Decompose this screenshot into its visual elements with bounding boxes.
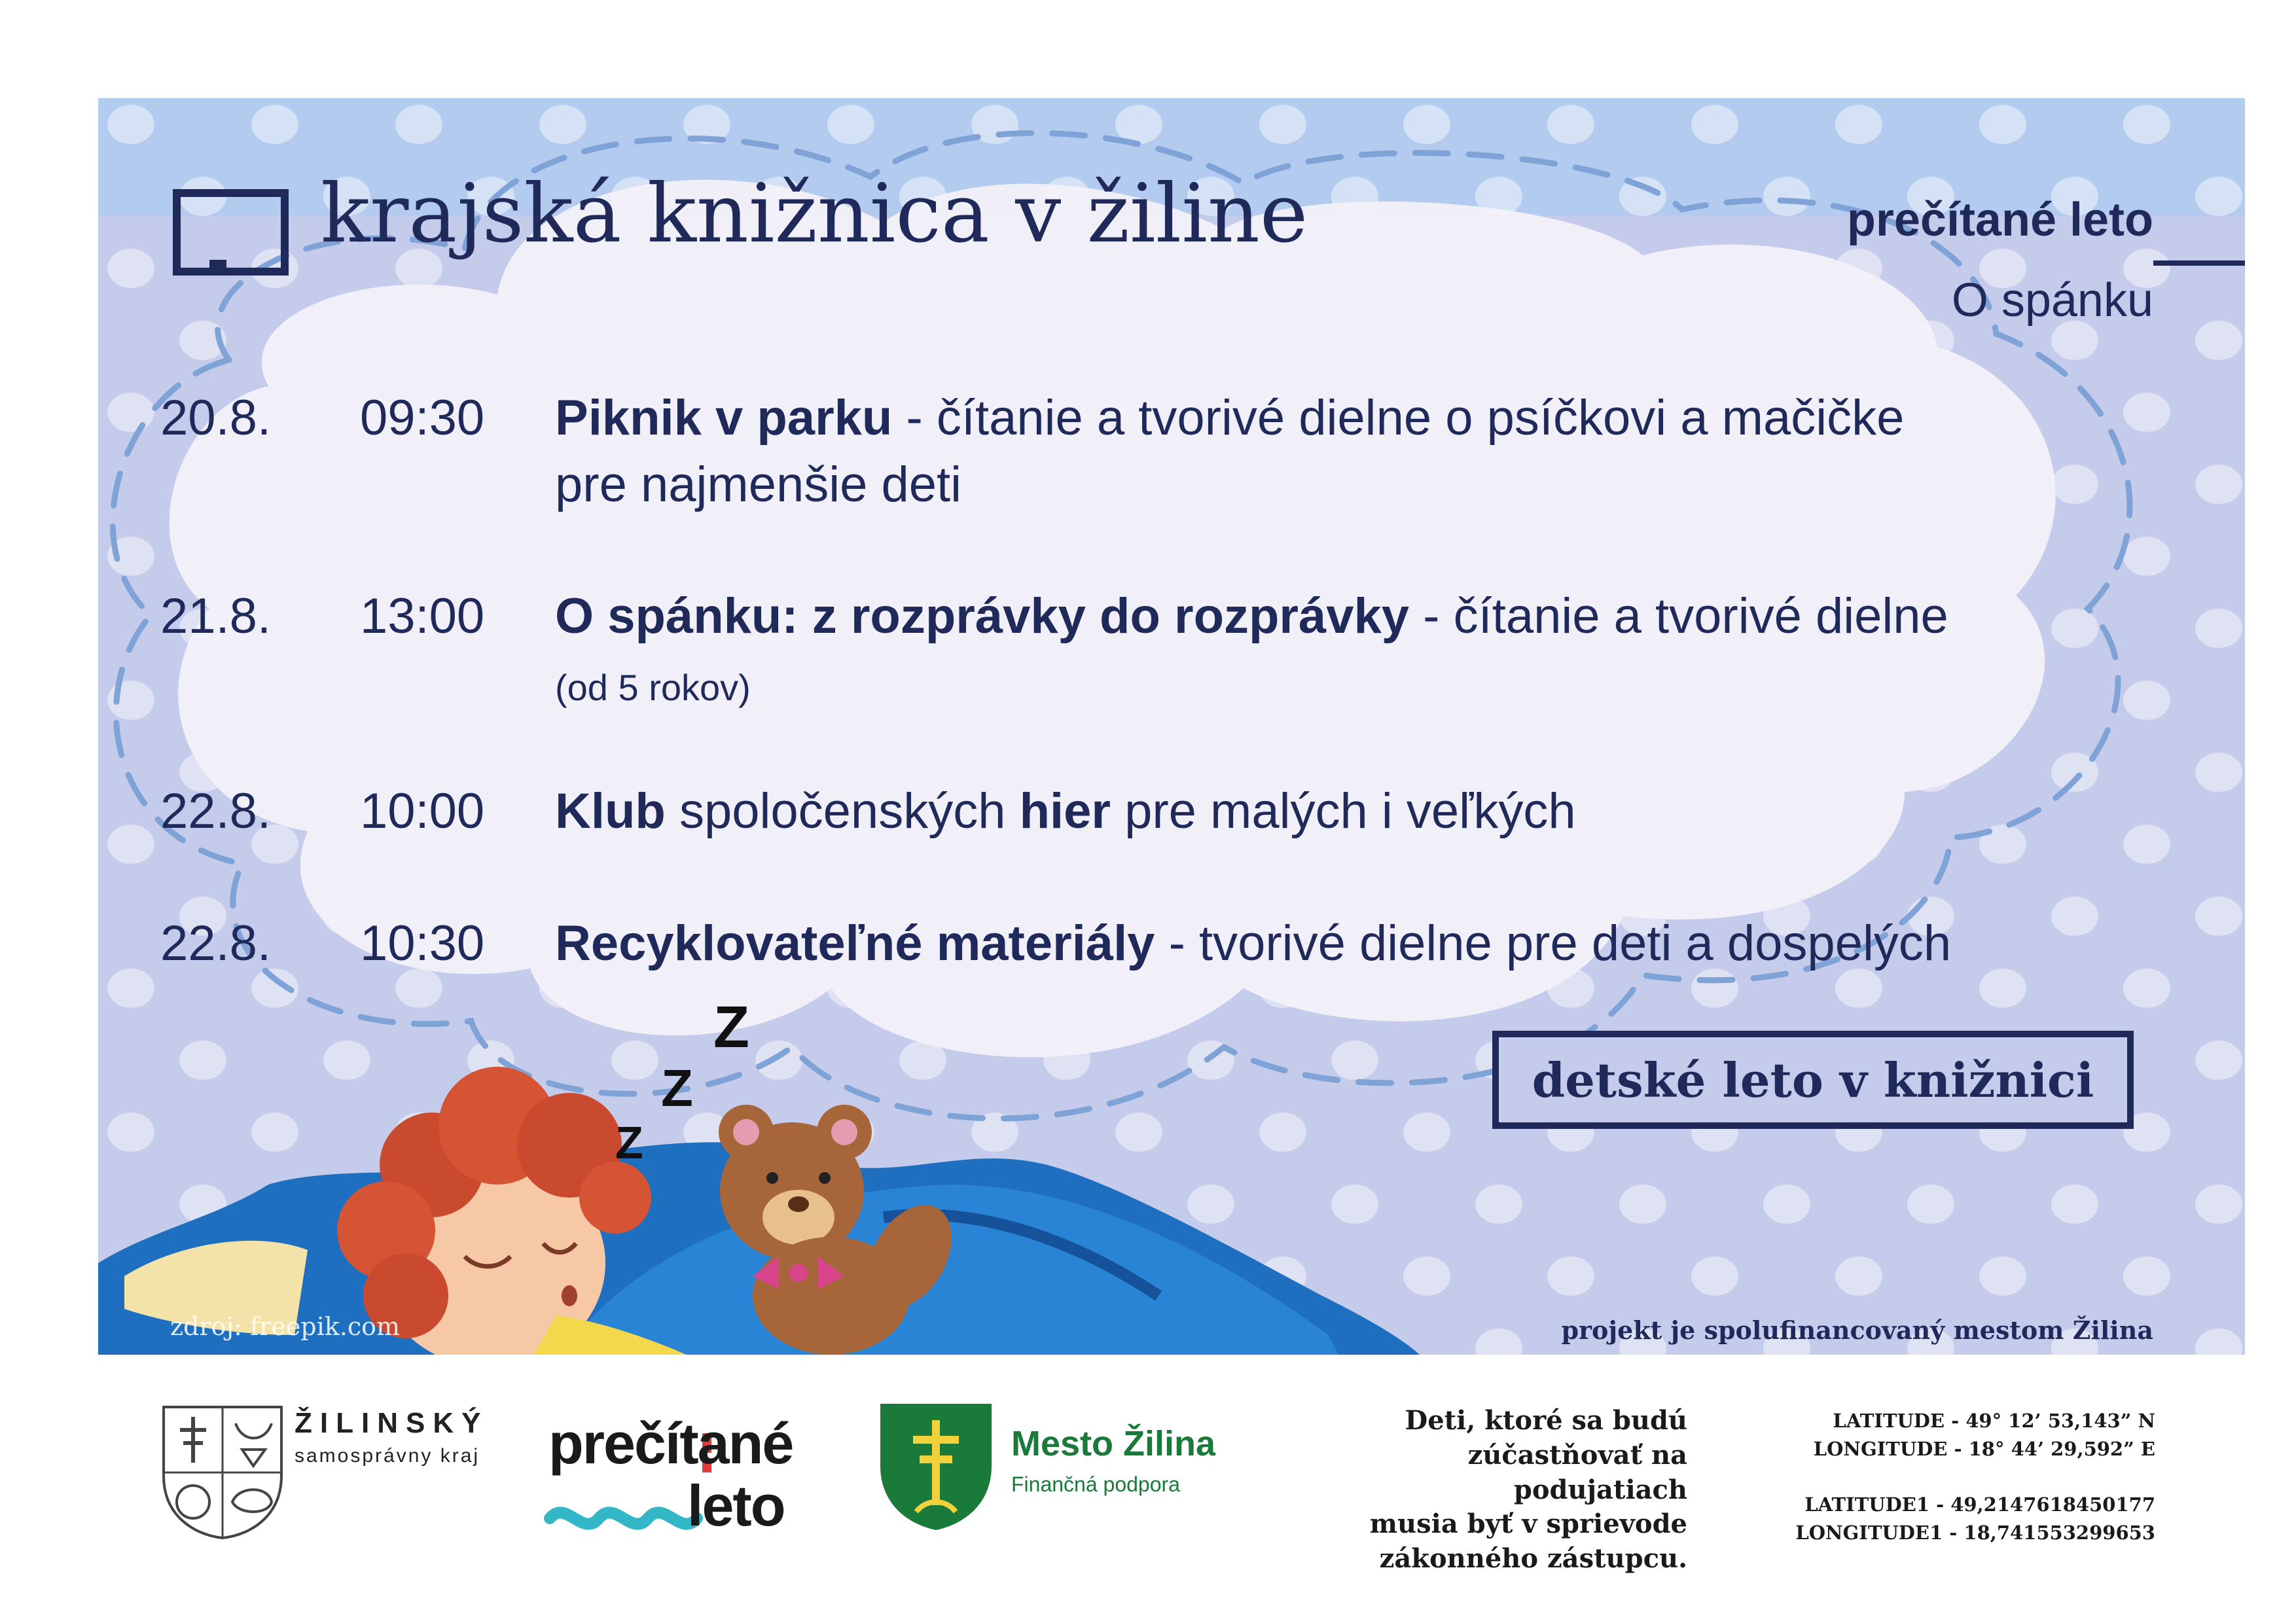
notice-line: Deti, ktoré sa budú	[1405, 1405, 1687, 1436]
event-1-description-line2: pre najmenšie deti	[555, 457, 962, 512]
event-3-date: 22.8.	[160, 783, 272, 839]
event-4-time: 10:30	[360, 916, 485, 971]
coord-longitude: LONGITUDE - 18° 44’ 29,592” E	[1813, 1437, 2155, 1460]
svg-text:Z: Z	[615, 1117, 643, 1168]
event-4-description	[555, 915, 1951, 972]
guardian-notice	[1321, 1404, 1687, 1577]
image-credit: zdroj: freepik.com	[170, 1312, 401, 1341]
zsk-subtitle: samosprávny kraj	[295, 1445, 480, 1467]
notice-line: zákonného zástupcu.	[1379, 1543, 1687, 1575]
mesto-zilina-name: Mesto Žilina	[1011, 1424, 1216, 1463]
event-1-date: 20.8.	[160, 390, 272, 446]
funding-note: projekt je spolufinancovaný mestom Žilina	[1561, 1315, 2153, 1345]
svg-text:Z: Z	[661, 1059, 693, 1117]
library-logo-icon	[170, 187, 291, 278]
event-3-rest: pre malých i veľkých	[1110, 783, 1576, 839]
coord-latitude: LATITUDE - 49° 12’ 53,143” N	[1833, 1410, 2155, 1432]
mesto-zilina-shield-icon	[877, 1400, 995, 1531]
library-name: krajská knižnica v žiline	[321, 167, 1308, 261]
event-1-title: Piknik v parku	[555, 390, 893, 446]
event-3-time: 10:00	[360, 783, 485, 839]
svg-text:Z: Z	[713, 995, 749, 1060]
precitane-logo-word1: prečítané	[548, 1411, 793, 1476]
coord-latitude-decimal: LATITUDE1 - 49,2147618450177	[1804, 1493, 2155, 1516]
mesto-zilina-subtitle: Finančná podpora	[1011, 1472, 1180, 1496]
zsk-name: ŽILINSKÝ	[295, 1407, 489, 1439]
event-2-title: O spánku: z rozprávky do rozprávky	[555, 588, 1410, 644]
precitane-logo-word2: leto	[687, 1473, 785, 1538]
event-3-mid: spoločenských	[665, 783, 1020, 839]
event-4-date: 22.8.	[160, 916, 272, 971]
project-title: prečítané leto	[1846, 194, 2153, 246]
cta-box	[1492, 1031, 2134, 1129]
notice-line: musia byť v sprievode	[1369, 1508, 1687, 1540]
event-2-rest: - čítanie a tvorivé dielne	[1409, 588, 1948, 644]
event-2-age-note: (od 5 rokov)	[555, 667, 751, 708]
zilina-region-crest-icon	[160, 1404, 285, 1541]
project-subtitle: O spánku	[1951, 274, 2153, 327]
poster	[98, 98, 2245, 1355]
event-1-time: 09:30	[360, 390, 485, 446]
coord-longitude-decimal: LONGITUDE1 - 18,741553299653	[1795, 1521, 2155, 1544]
project-title-underline	[2153, 260, 2245, 266]
event-1-description	[555, 389, 1904, 446]
coord-spacer	[1795, 1463, 2155, 1491]
event-1-rest: - čítanie a tvorivé dielne o psíčkovi a mačičke	[892, 390, 1905, 446]
notice-line: zúčastňovať na podujatiach	[1467, 1439, 1687, 1505]
cta-text: detské leto v knižnici	[1532, 1052, 2094, 1108]
event-4-rest: - tvorivé dielne pre deti a dospelých	[1155, 916, 1952, 971]
event-3-title: Klub	[555, 783, 666, 839]
sleeping-child-illustration	[98, 969, 1440, 1355]
footer	[0, 1374, 2296, 1623]
gps-coordinates	[1795, 1407, 2155, 1547]
event-4-title: Recyklovateľné materiály	[555, 916, 1155, 971]
event-2-time: 13:00	[360, 588, 485, 644]
event-2-date: 21.8.	[160, 588, 272, 644]
event-2-description	[555, 588, 1948, 645]
event-3-description	[555, 783, 1576, 840]
event-3-title2: hier	[1019, 783, 1111, 839]
